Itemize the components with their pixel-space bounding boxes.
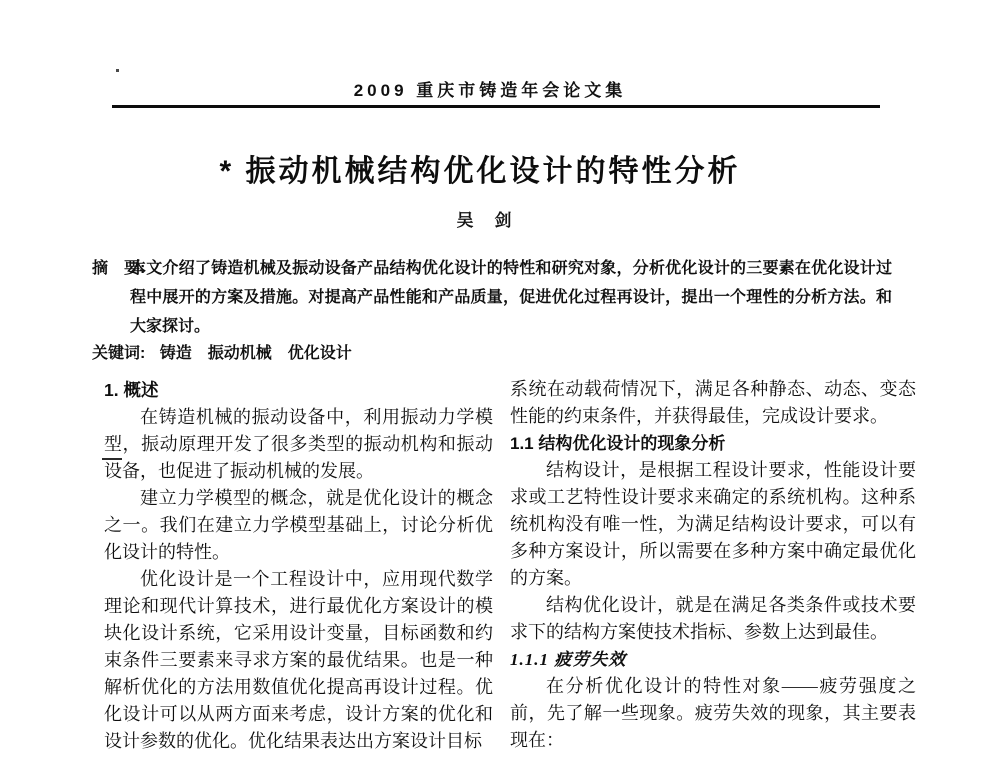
abstract-label: 摘 要: (92, 260, 146, 277)
body-paragraph: 优化设计是一个工程设计中，应用现代数学理论和现代计算技术，进行最优化方案设计的模块化设计系统，它采用设计变量，目标函数和约束条件三要素来寻求方案的最优结果。也是一种解析优化的方法用数值优化提高再设计过程。优化设计可以从两方面来考虑，设计方案的优化和设计参数的优化。优化结果表达出方案设计目标 (104, 569, 493, 751)
scan-artifact-dot (116, 69, 119, 72)
continuation-paragraph: 系统在动载荷情况下，满足各种静态、动态、变态性能的约束条件，并获得最佳，完成设计要求。 (510, 379, 916, 426)
left-column (104, 376, 493, 760)
body-paragraph: 在分析优化设计的特性对象——疲劳强度之前，先了解一些现象。疲劳失效的现象，其主要表现在： (510, 676, 916, 750)
proceedings-header: 2009 重庆市铸造年会论文集 (353, 81, 627, 100)
body-paragraph: 结构优化设计，就是在满足各类条件或技术要求下的结构方案使技术指标、参数上达到最佳。 (510, 595, 916, 642)
abstract-text: 本文介绍了铸造机械及振动设备产品结构优化设计的特性和研究对象，分析优化设计的三要素在优化设计过程中展开的方案及措施。对提高产品性能和产品质量，促进优化过程再设计，提出一个理性的分析方法。和大家探讨。 (130, 260, 892, 335)
body-paragraph: 在铸造机械的振动设备中，利用振动力学模型，振动原理开发了很多类型的振动机构和振动设备，也促进了振动机械的发展。 (104, 407, 493, 481)
keywords-line (92, 339, 912, 368)
body-paragraph: 结构设计，是根据工程设计要求，性能设计要求或工艺特性设计要求来确定的系统机构。这种系统机构没有唯一性，为满足结构设计要求，可以有多种方案设计，所以需要在多种方案中确定最优化的方案。 (510, 460, 916, 588)
scan-artifact-line (102, 458, 122, 460)
author-name: 吴 剑 (456, 211, 514, 230)
header-divider-rule (112, 105, 880, 108)
subsubsection-heading-1-1-1: 1.1.1 疲劳失效 (510, 650, 627, 669)
right-column (510, 376, 916, 760)
section-heading-overview: 1. 概述 (104, 380, 159, 400)
abstract-block (92, 254, 892, 341)
paper-title: * 振动机械结构优化设计的特性分析 (219, 155, 741, 188)
keywords-label: 关键词: (92, 345, 146, 362)
keywords-terms: 铸造 振动机械 优化设计 (159, 345, 352, 362)
body-paragraph: 建立力学模型的概念，就是优化设计的概念之一。我们在建立力学模型基础上，讨论分析优化设计的特性。 (104, 488, 493, 562)
subsection-heading-1-1: 1.1 结构优化设计的现象分析 (510, 434, 726, 453)
